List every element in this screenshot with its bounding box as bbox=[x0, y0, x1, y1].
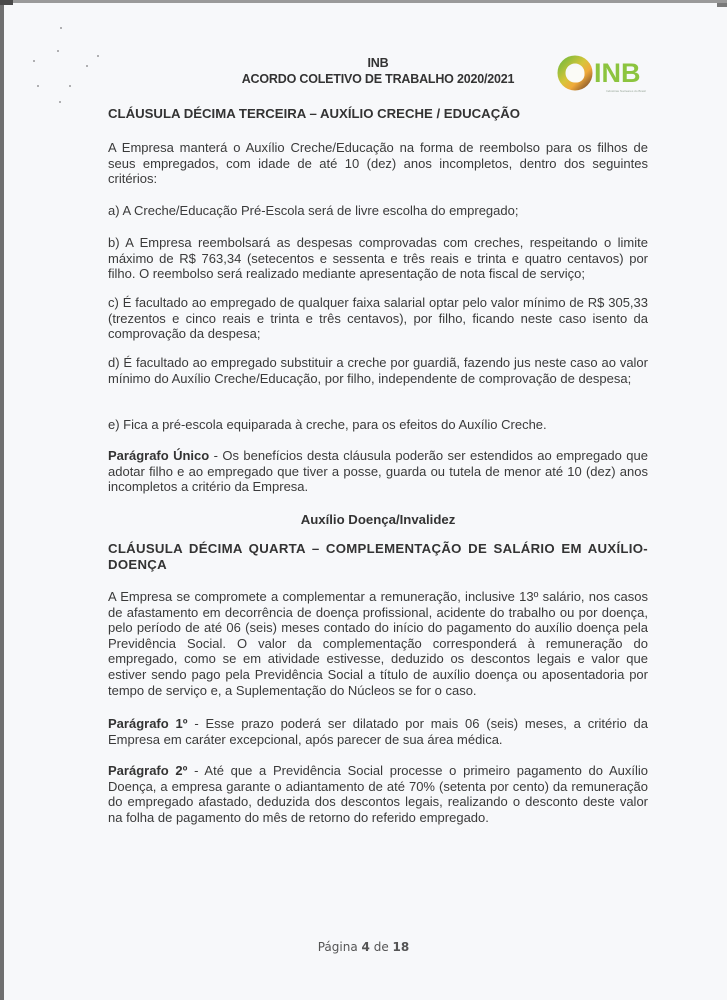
scan-speck bbox=[97, 55, 99, 57]
page-total: 18 bbox=[392, 940, 410, 954]
clause-13-intro: A Empresa manterá o Auxílio Creche/Educação na forma de reembolso para os filhos de seus empregados, com idade de até 10 (dez) anos incompletos, dentro dos seguintes critérios: bbox=[108, 140, 648, 187]
page-number bbox=[0, 940, 727, 954]
paragrafo-2-label: Parágrafo 2º bbox=[108, 763, 188, 778]
scan-corner bbox=[0, 0, 13, 5]
page-current: 4 bbox=[361, 940, 370, 954]
header-org: INB bbox=[367, 56, 389, 70]
page-prefix: Página bbox=[317, 940, 358, 954]
scan-speck bbox=[57, 50, 59, 52]
clause-13-item-e: e) Fica a pré-escola equiparada à creche, para os efeitos do Auxílio Creche. bbox=[108, 417, 547, 432]
inb-logo bbox=[556, 50, 668, 96]
paragrafo-2-text: - Até que a Previdência Social processe o primeiro pagamento do Auxílio Doença, a empresa garante o adiantamento de até 70% (setenta por cento) da remuneração do empregado afastado, deduzida dos descontos legais, realizando o desconto deste valor na folha de pagamento do mês de retorno do referido empregado. bbox=[108, 763, 649, 825]
clause-13-item-a: a) A Creche/Educação Pré-Escola será de livre escolha do empregado; bbox=[108, 203, 519, 218]
clause-13-paragrafo-unico bbox=[108, 448, 648, 495]
clause-13-item-b: b) A Empresa reembolsará as despesas comprovadas com creches, respeitando o limite máximo de R$ 763,34 (setecentos e sessenta e três reais e trinta e quatro centavos) por filho. O reembolso será realizado mediante apresentação de nota fiscal de serviço; bbox=[108, 235, 648, 282]
inb-logo-mark bbox=[556, 50, 668, 96]
logo-tagline: Indústrias Nucleares do Brasil bbox=[606, 89, 646, 93]
paragrafo-unico-text: - Os benefícios desta cláusula poderão ser estendidos ao empregado que adotar filho e ao empregado que tiver a posse, guarda ou tutela de menor até 10 (dez) anos incompletos a critério da Empresa. bbox=[108, 448, 648, 495]
logo-wordmark: INB bbox=[594, 58, 641, 88]
paragrafo-1-label: Parágrafo 1º bbox=[108, 716, 188, 731]
clause-14-paragrafo-1 bbox=[108, 716, 648, 747]
clause-14-paragrafo-2 bbox=[108, 763, 648, 825]
header-title: ACORDO COLETIVO DE TRABALHO 2020/2021 bbox=[241, 72, 515, 86]
scan-speck bbox=[60, 27, 62, 29]
section-title: Auxílio Doença/Invalidez bbox=[300, 512, 456, 527]
page-sep: de bbox=[373, 940, 389, 954]
scan-edge-left bbox=[0, 0, 4, 1000]
scan-speck bbox=[59, 101, 61, 103]
scan-corner bbox=[717, 3, 727, 7]
clause-13-item-c: c) É facultado ao empregado de qualquer faixa salarial optar pelo valor mínimo de R$ 305,33 (trezentos e cinco reais e trinta e três centavos), por filho, ficando neste caso isento da comprovação da despesa; bbox=[108, 295, 648, 342]
paragrafo-unico-label: Parágrafo Único bbox=[108, 448, 210, 463]
clause-14-body: A Empresa se compromete a complementar a remuneração, inclusive 13º salário, nos casos de afastamento em decorrência de doença profissional, acidente do trabalho ou por doença, pelo período de até 06 (seis) meses contado do início do pagamento do auxílio doença pela Previdência Social. O valor da complementação corresponderá à remuneração do empregado, como se em atividade estivesse, deduzido os descontos legais e valor que estiver sendo pago pela Previdência Social a título de auxílio doença ou aposentadoria por tempo de serviço e, a Suplementação do Núcleos se for o caso. bbox=[108, 589, 648, 698]
clause-14-heading: CLÁUSULA DÉCIMA QUARTA – COMPLEMENTAÇÃO DE SALÁRIO EM AUXÍLIO-DOENÇA bbox=[108, 541, 648, 572]
scan-speck bbox=[86, 65, 88, 67]
clause-13-heading: CLÁUSULA DÉCIMA TERCEIRA – AUXÍLIO CRECHE / EDUCAÇÃO bbox=[108, 106, 520, 121]
scan-speck bbox=[37, 85, 39, 87]
scan-edge-top bbox=[0, 0, 727, 3]
scan-speck bbox=[33, 60, 35, 62]
clause-13-item-d: d) É facultado ao empregado substituir a creche por guardiã, fazendo jus neste caso ao valor mínimo do Auxílio Creche/Educação, por filho, independente de comprovação de despesa; bbox=[108, 355, 648, 386]
scan-speck bbox=[69, 85, 71, 87]
paragrafo-1-text: - Esse prazo poderá ser dilatado por mais 06 (seis) meses, a critério da Empresa em caráter excepcional, após parecer de sua área médica. bbox=[108, 716, 648, 747]
